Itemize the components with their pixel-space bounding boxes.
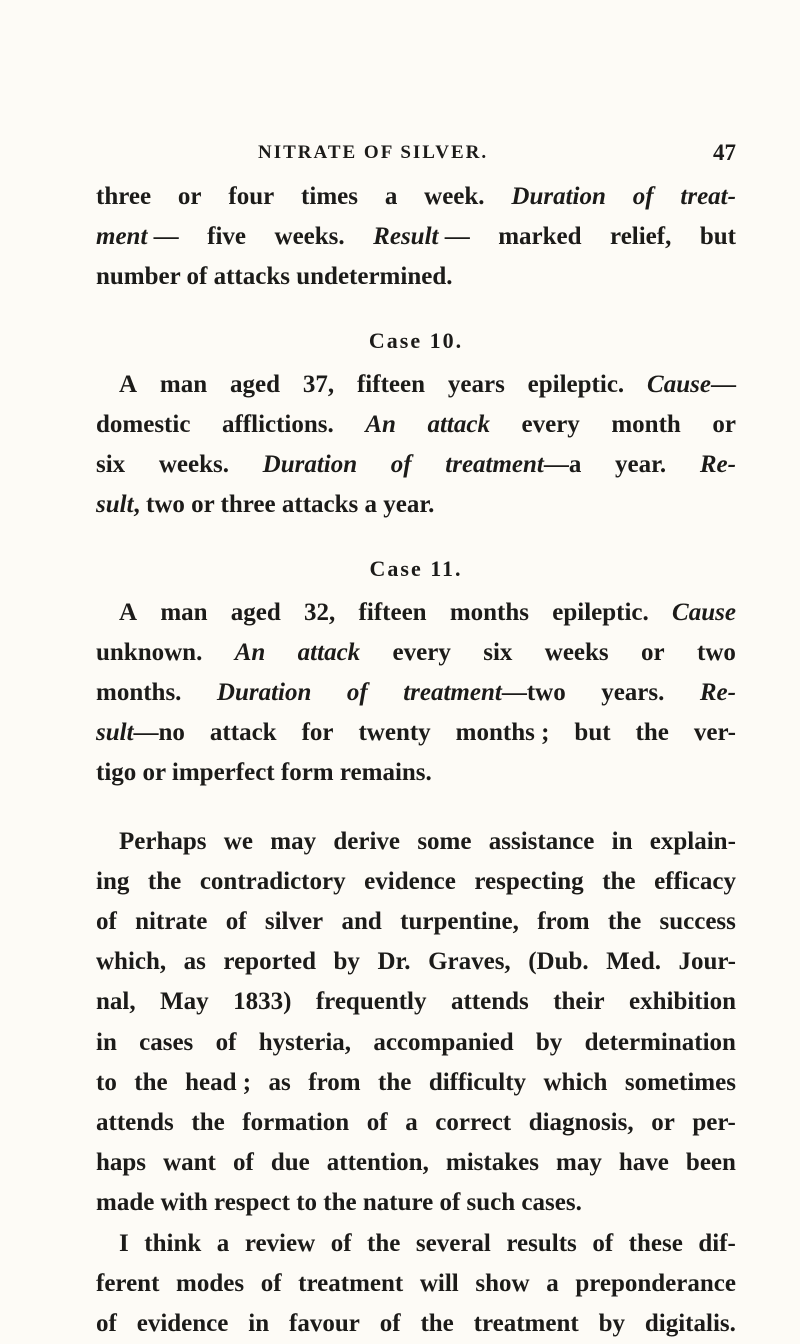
text-line: tigo or imperfect form remains. — [96, 753, 736, 793]
paragraph-discussion — [96, 822, 736, 1224]
text-line: attends the formation of a correct diagnosis, or per- — [96, 1103, 736, 1143]
text-line: unknown. An attack every six weeks or two — [96, 633, 736, 673]
text-line: sult—no attack for twenty months ; but the ver- — [96, 713, 736, 753]
text-line: nal, May 1833) frequently attends their exhibition — [96, 982, 736, 1022]
text-line: of nitrate of silver and turpentine, from the success — [96, 902, 736, 942]
paragraph-case-11 — [96, 593, 736, 794]
text-line: six weeks. Duration of treatment—a year. Re- — [96, 445, 736, 485]
text-line: sult, two or three attacks a year. — [96, 485, 736, 525]
case-heading: Case 10. — [96, 321, 736, 361]
paragraph-case-10 — [96, 365, 736, 526]
text-line: of evidence in favour of the treatment by digitalis. — [96, 1304, 736, 1344]
paragraph-conclusion — [96, 1224, 736, 1344]
text-line: number of attacks undetermined. — [96, 257, 736, 297]
text-line: A man aged 37, fifteen years epileptic. Cause— — [96, 365, 736, 405]
text-line: haps want of due attention, mistakes may have been — [96, 1143, 736, 1183]
case-heading: Case 11. — [96, 549, 736, 589]
running-header — [96, 142, 736, 172]
text-line: which, as reported by Dr. Graves, (Dub. Med. Jour- — [96, 942, 736, 982]
paragraph-gap — [96, 794, 736, 822]
text-line: Perhaps we may derive some assistance in explain- — [96, 822, 736, 862]
text-line: A man aged 32, fifteen months epileptic. Cause — [96, 593, 736, 633]
page-number: 47 — [713, 140, 736, 166]
body-text — [96, 177, 736, 1344]
text-line: I think a review of the several results of these dif- — [96, 1224, 736, 1264]
text-line: domestic afflictions. An attack every month or — [96, 405, 736, 445]
text-line: ing the contradictory evidence respecting the efficacy — [96, 862, 736, 902]
text-line: ment — five weeks. Result — marked relief, but — [96, 217, 736, 257]
running-title: NITRATE OF SILVER. — [258, 142, 488, 164]
text-line: months. Duration of treatment—two years. Re- — [96, 673, 736, 713]
text-line: to the head ; as from the difficulty which sometimes — [96, 1063, 736, 1103]
paragraph-continuation — [96, 177, 736, 298]
text-line: ferent modes of treatment will show a preponderance — [96, 1264, 736, 1304]
text-line: in cases of hysteria, accompanied by determination — [96, 1023, 736, 1063]
text-line: three or four times a week. Duration of treat- — [96, 177, 736, 217]
text-line: made with respect to the nature of such cases. — [96, 1183, 736, 1223]
